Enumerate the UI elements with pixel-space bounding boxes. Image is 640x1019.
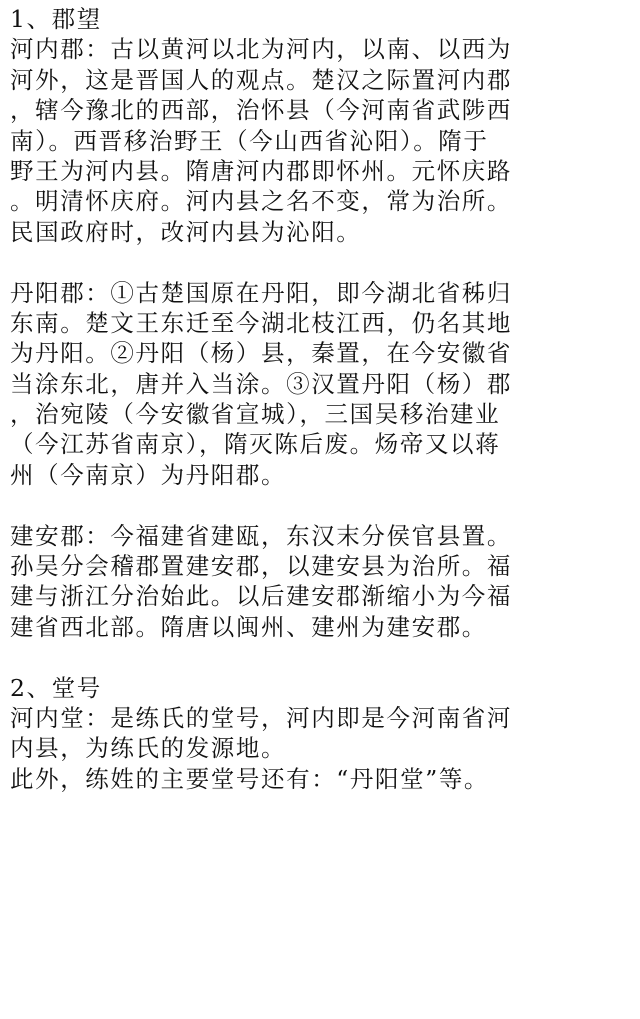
text-line: 。明清怀庆府。河内县之名不变，常为治所。 xyxy=(10,187,512,216)
text-line: 为丹阳。②丹阳（杨）县，秦置，在今安徽省 xyxy=(10,339,512,368)
text-line: （今江苏省南京），隋灭陈后废。炀帝又以蒋 xyxy=(10,430,501,459)
text-line: 丹阳郡：①古楚国原在丹阳，即今湖北省秭归 xyxy=(10,278,512,307)
section-heading: 1、郡望 xyxy=(10,5,102,33)
paragraph-henei-tang xyxy=(10,703,630,794)
text-line: 孙吴分会稽郡置建安郡，以建安县为治所。福 xyxy=(10,552,512,581)
text-line: 州（今南京）为丹阳郡。 xyxy=(10,460,287,489)
text-line: ，治宛陵（今安徽省宣城），三国吴移治建业 xyxy=(10,400,501,429)
text-line: 河内堂：是练氏的堂号，河内即是今河南省河 xyxy=(10,703,512,732)
text-line: 河外，这是晋国人的观点。楚汉之际置河内郡 xyxy=(10,65,512,94)
paragraph-henei-jun xyxy=(10,34,630,247)
text-line: 建与浙江分治始此。以后建安郡渐缩小为今福 xyxy=(10,582,512,611)
text-line: 此外，练姓的主要堂号还有：“丹阳堂”等。 xyxy=(10,764,490,793)
paragraph-spacer xyxy=(10,642,630,672)
text-line: 野王为河内县。隋唐河内郡即怀州。元怀庆路 xyxy=(10,156,512,185)
section-jun-wang xyxy=(10,4,630,673)
paragraph-spacer xyxy=(10,247,630,277)
text-line: 建安郡：今福建省建瓯，东汉末分侯官县置。 xyxy=(10,521,512,550)
text-line: 内县，为练氏的发源地。 xyxy=(10,734,287,763)
text-line: 东南。楚文王东迁至今湖北枝江西，仍名其地 xyxy=(10,308,512,337)
text-line: ，辖今豫北的西部，治怀县（今河南省武陟西 xyxy=(10,96,512,125)
text-line: 民国政府时，改河内县为沁阳。 xyxy=(10,217,362,246)
section-tang-hao xyxy=(10,673,630,795)
text-line: 南）。西晋移治野王（今山西省沁阳）。隋于 xyxy=(10,126,489,155)
text-line: 河内郡：古以黄河以北为河内，以南、以西为 xyxy=(10,35,512,64)
section-heading: 2、堂号 xyxy=(10,673,102,702)
text-line: 当涂东北，唐并入当涂。③汉置丹阳（杨）郡 xyxy=(10,369,512,398)
text-line: 建省西北部。隋唐以闽州、建州为建安郡。 xyxy=(10,612,487,641)
paragraph-danyang-jun xyxy=(10,278,630,491)
paragraph-jianan-jun xyxy=(10,521,630,643)
paragraph-spacer xyxy=(10,490,630,520)
